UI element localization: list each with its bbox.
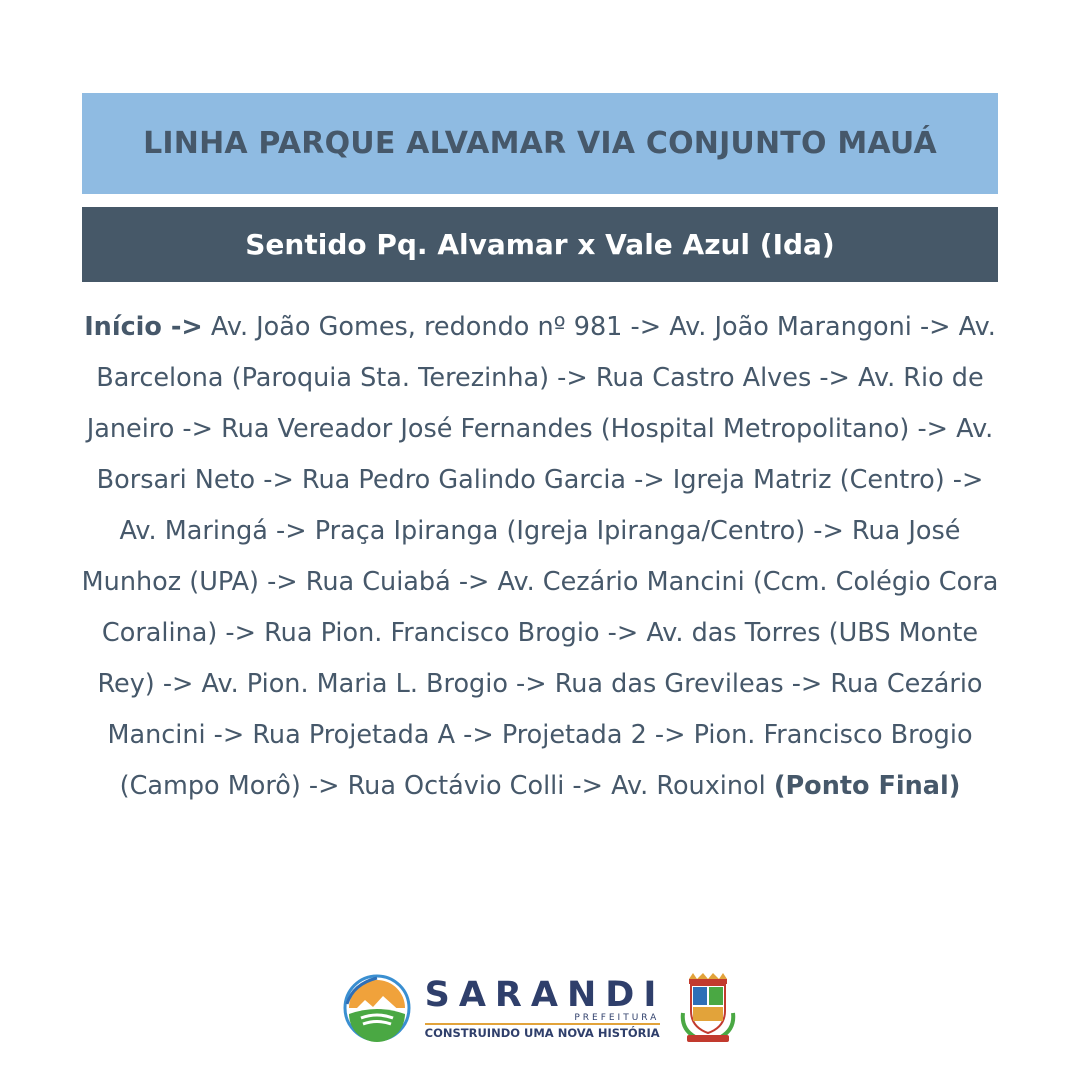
page-title: LINHA PARQUE ALVAMAR VIA CONJUNTO MAUÁ: [143, 126, 937, 161]
sarandi-logo-icon: [343, 974, 411, 1042]
title-banner: [82, 93, 998, 194]
brand-name: SARANDI: [424, 974, 666, 1015]
direction-banner: [82, 207, 998, 282]
footer: [0, 968, 1080, 1048]
direction-title: Sentido Pq. Alvamar x Vale Azul (Ida): [245, 228, 835, 261]
route-end-label: (Ponto Final): [773, 771, 961, 801]
brand-block: [424, 974, 666, 1040]
brand-slogan: CONSTRUINDO UMA NOVA HISTÓRIA: [425, 1023, 660, 1040]
route-description: [80, 302, 1000, 812]
route-start-label: Início ->: [84, 312, 203, 342]
city-crest-icon: [679, 973, 737, 1043]
brand-subtitle: PREFEITURA: [574, 1012, 660, 1023]
route-path: Av. João Gomes, redondo nº 981 -> Av. João Marangoni -> Av. Barcelona (Paroquia Sta. Terezinha) -> Rua Castro Alves -> Av. Rio de Janeiro -> Rua Vereador José Fernandes (Hospital Metropolitano) -> Av. Borsari Neto -> Rua Pedro Galindo Garcia -> Igreja Matriz (Centro) -> Av. Maringá -> Praça Ipiranga (Igreja Ipiranga/Centro) -> Rua José Munhoz (UPA) -> Rua Cuiabá -> Av. Cezário Mancini (Ccm. Colégio Cora Coralina) -> Rua Pion. Francisco Brogio -> Av. das Torres (UBS Monte Rey) -> Av. Pion. Maria L. Brogio -> Rua das Grevileas -> Rua Cezário Mancini -> Rua Projetada A -> Projetada 2 -> Pion. Francisco Brogio (Campo Morô) -> Rua Octávio Colli -> Av. Rouxinol: [81, 312, 999, 801]
